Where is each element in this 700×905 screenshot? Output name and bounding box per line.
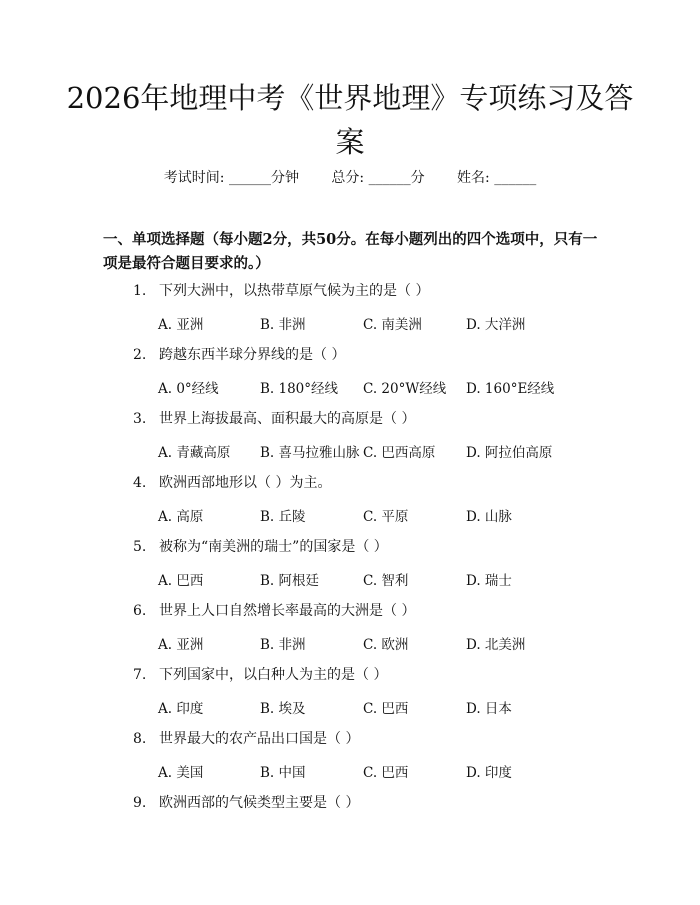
answer-option: B. 埃及 bbox=[260, 701, 306, 717]
question-number: 1. bbox=[133, 283, 147, 299]
answer-option: D. 160°E经线 bbox=[466, 381, 555, 397]
question-number: 5. bbox=[133, 539, 147, 555]
question-stem bbox=[133, 600, 415, 620]
question-number: 2. bbox=[133, 347, 147, 363]
answer-option: B. 阿根廷 bbox=[260, 573, 320, 589]
question-text: 世界上海拔最高、面积最大的高原是（ ） bbox=[159, 411, 416, 427]
question-number: 4. bbox=[133, 475, 147, 491]
question-text: 下列大洲中，以热带草原气候为主的是（ ） bbox=[159, 283, 430, 299]
exam-info bbox=[0, 167, 700, 187]
answer-option: A. 亚洲 bbox=[158, 317, 204, 333]
answer-option: D. 北美洲 bbox=[466, 637, 526, 653]
question-stem bbox=[133, 344, 345, 364]
answer-option: B. 中国 bbox=[260, 765, 306, 781]
answer-option: D. 大洋洲 bbox=[466, 317, 526, 333]
question-stem bbox=[133, 536, 388, 556]
title-line-1: 2026年地理中考《世界地理》专项练习及答 bbox=[66, 81, 634, 115]
question-stem bbox=[133, 408, 415, 428]
answer-option: D. 阿拉伯高原 bbox=[466, 445, 553, 461]
exam-time-label: 考试时间: ______分钟 bbox=[163, 170, 299, 186]
question-text: 跨越东西半球分界线的是（ ） bbox=[159, 347, 346, 363]
answer-option: A. 高原 bbox=[158, 509, 204, 525]
answer-option: B. 非洲 bbox=[260, 317, 306, 333]
answer-option: A. 青藏高原 bbox=[158, 445, 231, 461]
question-stem bbox=[133, 664, 387, 684]
answer-option: A. 印度 bbox=[158, 701, 204, 717]
question-text: 被称为“南美洲的瑞士”的国家是（ ） bbox=[159, 539, 388, 555]
answer-option: C. 20°W经线 bbox=[363, 381, 447, 397]
question-number: 7. bbox=[133, 667, 147, 683]
answer-option: C. 巴西高原 bbox=[363, 445, 436, 461]
question-stem bbox=[133, 280, 429, 300]
answer-option: D. 山脉 bbox=[466, 509, 512, 525]
question-number: 6. bbox=[133, 603, 147, 619]
answer-option: C. 巴西 bbox=[363, 765, 409, 781]
answer-option: A. 巴西 bbox=[158, 573, 204, 589]
answer-option: D. 印度 bbox=[466, 765, 512, 781]
question-number: 9. bbox=[133, 795, 147, 811]
answer-option: B. 喜马拉雅山脉 bbox=[260, 445, 360, 461]
question-text: 下列国家中，以白种人为主的是（ ） bbox=[159, 667, 388, 683]
answer-option: C. 智利 bbox=[363, 573, 409, 589]
answer-option: C. 南美洲 bbox=[363, 317, 422, 333]
answer-option: A. 亚洲 bbox=[158, 637, 204, 653]
question-stem bbox=[133, 792, 359, 812]
answer-option: D. 瑞士 bbox=[466, 573, 512, 589]
question-text: 世界最大的农产品出口国是（ ） bbox=[159, 731, 360, 747]
question-text: 欧洲西部地形以（ ）为主。 bbox=[159, 475, 332, 491]
answer-option: B. 非洲 bbox=[260, 637, 306, 653]
section-heading: 一、单项选择题（每小题2分，共50分。在每小题列出的四个选项中，只有一项是最符合题目要求的。） bbox=[103, 231, 598, 272]
question-stem bbox=[133, 472, 331, 492]
total-score-label: 总分: ______分 bbox=[331, 170, 425, 186]
title-line-2: 案 bbox=[335, 125, 365, 159]
answer-option: A. 0°经线 bbox=[158, 381, 219, 397]
question-stem bbox=[133, 728, 359, 748]
answer-option: D. 日本 bbox=[466, 701, 512, 717]
question-number: 8. bbox=[133, 731, 147, 747]
answer-option: C. 巴西 bbox=[363, 701, 409, 717]
name-label: 姓名: ______ bbox=[457, 170, 537, 186]
question-text: 欧洲西部的气候类型主要是（ ） bbox=[159, 795, 360, 811]
answer-option: C. 欧洲 bbox=[363, 637, 409, 653]
answer-option: A. 美国 bbox=[158, 765, 204, 781]
page-title bbox=[0, 76, 700, 164]
answer-option: B. 丘陵 bbox=[260, 509, 306, 525]
question-text: 世界上人口自然增长率最高的大洲是（ ） bbox=[159, 603, 416, 619]
answer-option: B. 180°经线 bbox=[260, 381, 339, 397]
question-number: 3. bbox=[133, 411, 147, 427]
answer-option: C. 平原 bbox=[363, 509, 409, 525]
